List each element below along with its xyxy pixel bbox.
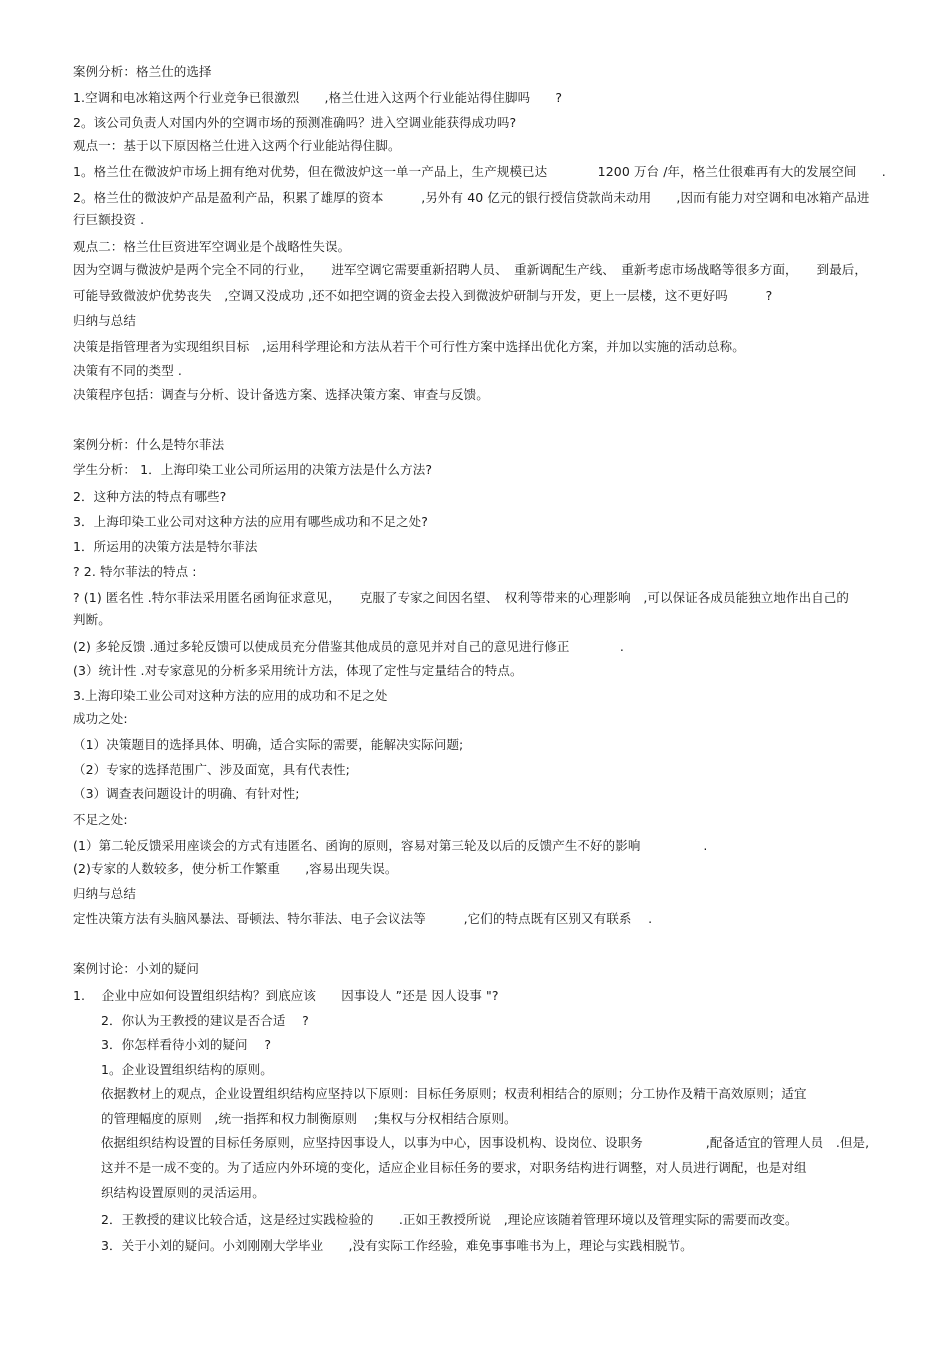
text-line: 织结构设置原则的灵活运用。 xyxy=(101,1185,265,1200)
text-line: 决策有不同的类型 . xyxy=(73,363,182,378)
text-line: 1.空调和电冰箱这两个行业竞争已很激烈 ,格兰仕进入这两个行业能站得住脚吗 ? xyxy=(73,90,563,105)
text-line: 因为空调与微波炉是两个完全不同的行业， 进军空调它需要重新招聘人员、 重新调配生产线、 重新考虑市场战略等很多方面， 到最后， xyxy=(73,262,868,277)
text-line: 观点二：格兰仕巨资进军空调业是个战略性失误。 xyxy=(73,239,351,254)
text-line: 3．上海印染工业公司对这种方法的应用有哪些成功和不足之处? xyxy=(73,514,428,529)
section-title-case-galanz: 案例分析：格兰仕的选择 xyxy=(73,64,212,79)
text-line: 不足之处: xyxy=(73,812,128,827)
text-line: 依据教材上的观点，企业设置组织结构应坚持以下原则：目标任务原则；权责利相结合的原则；分工协作及精干高效原则；适宜 xyxy=(101,1086,807,1101)
text-line: 的管理幅度的原则 ,统一指挥和权力制衡原则 ;集权与分权相结合原则。 xyxy=(101,1111,517,1126)
text-line: 归纳与总结 xyxy=(73,886,137,901)
text-line: ? 2. 特尔菲法的特点 : xyxy=(73,564,197,579)
text-line: 这并不是一成不变的。为了适应内外环境的变化，适应企业目标任务的要求，对职务结构进行调整，对人员进行调配，也是对组 xyxy=(101,1160,807,1175)
text-line: (1）第二轮反馈采用座谈会的方式有违匿名、函询的原则，容易对第三轮及以后的反馈产生不好的影响 . xyxy=(73,838,708,853)
text-line: 行巨额投资 . xyxy=(73,212,145,227)
text-line: 1．所运用的决策方法是特尔菲法 xyxy=(73,539,258,554)
text-line: 2。格兰仕的微波炉产品是盈利产品，积累了雄厚的资本 ,另外有 40 亿元的银行授信贷款尚未动用 ,因而有能力对空调和电冰箱产品进 xyxy=(73,190,870,205)
text-line: 3．关于小刘的疑问。小刘刚刚大学毕业 ,没有实际工作经验，难免事事唯书为上，理论与实践相脱节。 xyxy=(101,1238,693,1253)
text-line: 观点一：基于以下原因格兰仕进入这两个行业能站得住脚。 xyxy=(73,138,401,153)
text-line: 1。企业设置组织结构的原则。 xyxy=(101,1062,273,1077)
text-line: 归纳与总结 xyxy=(73,313,137,328)
text-line: 成功之处: xyxy=(73,711,128,726)
text-line: 可能导致微波炉优势丧失 ,空调又没成功 ,还不如把空调的资金去投入到微波炉研制与开发，更上一层楼，这不更好吗 ? xyxy=(73,288,773,303)
section-title-case-delphi: 案例分析：什么是特尔菲法 xyxy=(73,437,225,452)
text-line: 3．你怎样看待小刘的疑问 ? xyxy=(101,1037,272,1052)
text-line: 定性决策方法有头脑风暴法、哥顿法、特尔菲法、电子会议法等 ,它们的特点既有区别又有联系 . xyxy=(73,911,653,926)
text-line: ? (1) 匿名性 .特尔菲法采用匿名函询征求意见， 克服了专家之间因名望、 权利等带来的心理影响 ,可以保证各成员能独立地作出自己的 xyxy=(73,590,850,605)
text-line: 1。格兰仕在微波炉市场上拥有绝对优势，但在微波炉这一单一产品上，生产规模已达 1200 万台 /年，格兰仕很难再有大的发展空间 . xyxy=(73,164,886,179)
text-line: (2)专家的人数较多，使分析工作繁重 ,容易出现失误。 xyxy=(73,861,398,876)
text-line: （3）调查表问题设计的明确、有针对性; xyxy=(73,786,300,801)
text-line: 2。该公司负责人对国内外的空调市场的预测准确吗？进入空调业能获得成功吗? xyxy=(73,115,517,130)
text-line: 1. 企业中应如何设置组织结构？到底应该 因事设人 ”还是 因人设事 "? xyxy=(73,988,499,1003)
text-line: （1）决策题目的选择具体、明确，适合实际的需要，能解决实际问题; xyxy=(73,737,464,752)
text-line: 3.上海印染工业公司对这种方法的应用的成功和不足之处 xyxy=(73,688,388,703)
text-line: 2．王教授的建议比较合适，这是经过实践检验的 .正如王教授所说 ,理论应该随着管理环境以及管理实际的需要而改变。 xyxy=(101,1212,798,1227)
text-line: 判断。 xyxy=(73,612,111,627)
text-line: (2) 多轮反馈 .通过多轮反馈可以使成员充分借鉴其他成员的意见并对自己的意见进行修正 . xyxy=(73,639,624,654)
text-line: (3）统计性 .对专家意见的分析多采用统计方法，体现了定性与定量结合的特点。 xyxy=(73,663,523,678)
section-title-case-xiaoliu: 案例讨论：小刘的疑问 xyxy=(73,961,200,976)
text-line: 学生分析： 1．上海印染工业公司所运用的决策方法是什么方法? xyxy=(73,462,433,477)
text-line: 依据组织结构设置的目标任务原则，应坚持因事设人，以事为中心，因事设机构、设岗位、设职务 ,配备适宜的管理人员 .但是, xyxy=(101,1135,870,1150)
text-line: （2）专家的选择范围广、涉及面宽，具有代表性; xyxy=(73,762,350,777)
text-line: 决策是指管理者为实现组织目标 ,运用科学理论和方法从若干个可行性方案中选择出优化方案，并加以实施的活动总称。 xyxy=(73,339,745,354)
text-line: 2．你认为王教授的建议是否合适 ? xyxy=(101,1013,309,1028)
text-line: 决策程序包括：调查与分析、设计备选方案、选择决策方案、审查与反馈。 xyxy=(73,387,489,402)
text-line: 2．这种方法的特点有哪些? xyxy=(73,489,227,504)
